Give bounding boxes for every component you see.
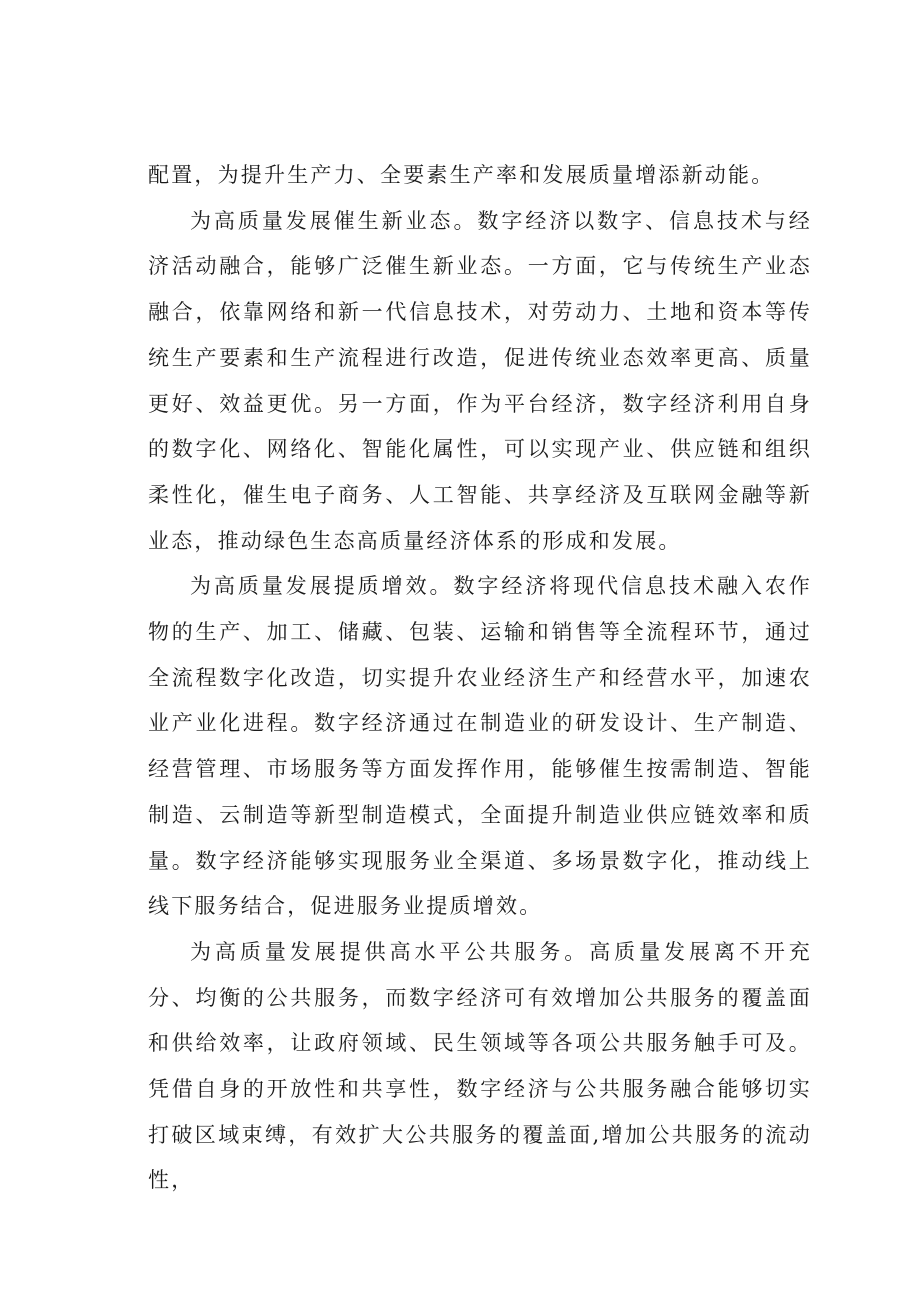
paragraph-continued: 配置，为提升生产力、全要素生产率和发展质量增添新动能。	[148, 163, 775, 187]
paragraph-new-business-forms: 为高质量发展催生新业态。数字经济以数字、信息技术与经济活动融合，能够广泛催生新业态。一方面，它与传统生产业态融合，依靠网络和新一代信息技术，对劳动力、土地和资本等传统生产要素和生产流程进行改造，促进传统业态效率更高、质量更好、效益更优。另一方面，作为平台经济，数字经济利用自身的数字化、网络化、智能化属性，可以实现产业、供应链和组织柔性化，催生电子商务、人工智能、共享经济及互联网金融等新业态，推动绿色生态高质量经济体系的形成和发展。	[148, 208, 812, 553]
paragraph-public-services: 为高质量发展提供高水平公共服务。高质量发展离不开充分、均衡的公共服务，而数字经济可有效增加公共服务的覆盖面和供给效率，让政府领域、民生领域等各项公共服务触手可及。凭借自身的开放性和共享性，数字经济与公共服务融合能够切实打破区域束缚，有效扩大公共服务的覆盖面,增加公共服务的流动性，	[148, 939, 812, 1193]
document-body	[148, 153, 812, 1204]
paragraph-quality-efficiency: 为高质量发展提质增效。数字经济将现代信息技术融入农作物的生产、加工、储藏、包装、运输和销售等全流程环节，通过全流程数字化改造，切实提升农业经济生产和经营水平，加速农业产业化进程。数字经济通过在制造业的研发设计、生产制造、经营管理、市场服务等方面发挥作用，能够催生按需制造、智能制造、云制造等新型制造模式，全面提升制造业供应链效率和质量。数字经济能够实现服务业全渠道、多场景数字化，推动线上线下服务结合，促进服务业提质增效。	[148, 574, 812, 919]
